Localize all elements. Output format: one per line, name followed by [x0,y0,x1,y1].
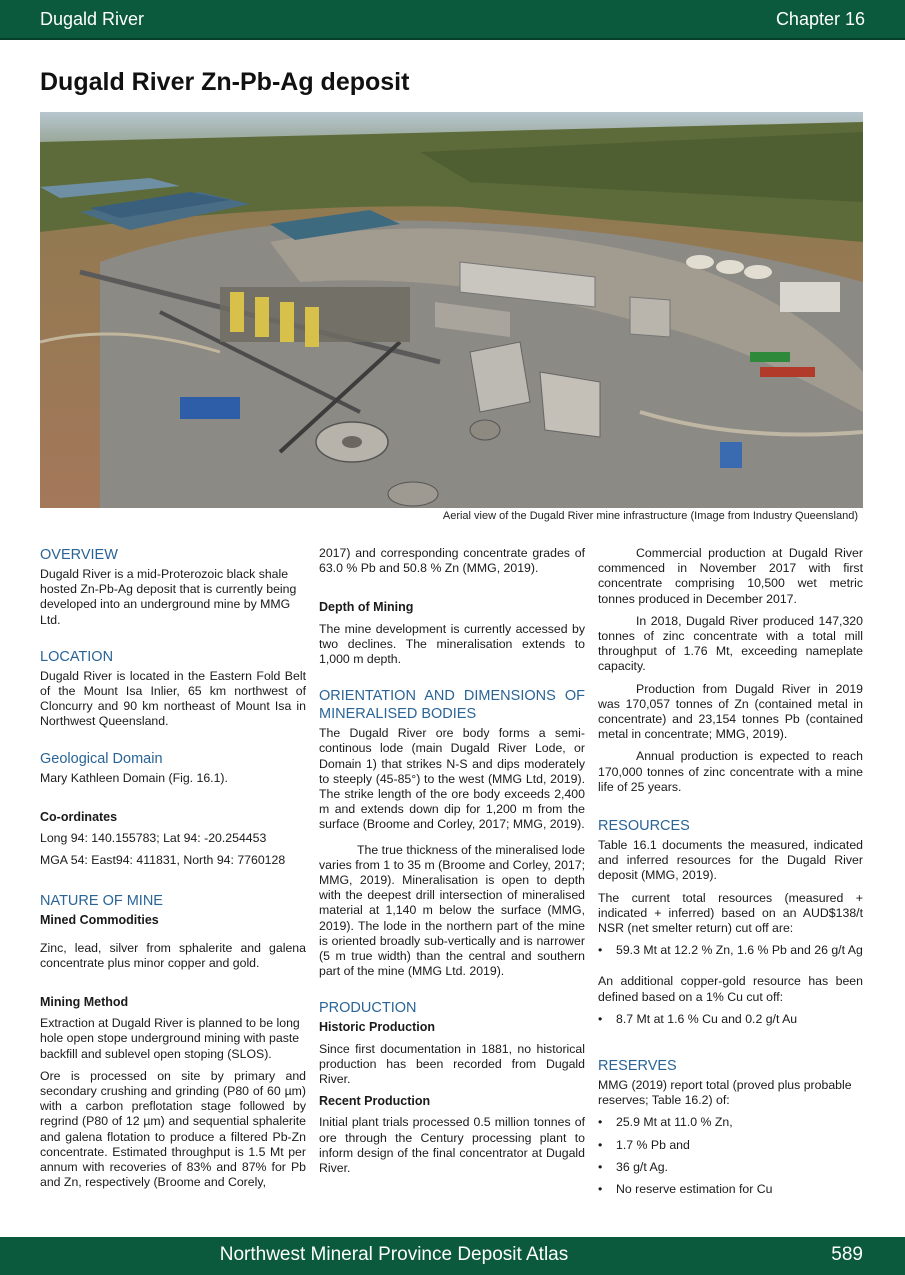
header-chapter: Chapter 16 [775,9,865,29]
depth-of-mining-text: The mine development is currently accessed by two declines. The mineralisation extends to 1,000 m depth. [319,621,585,667]
page-number: 589 [831,1244,863,1265]
depth-of-mining-heading: Depth of Mining [319,600,414,615]
resources-paragraph-1: Table 16.1 documents the measured, indicated and inferred resources for the Dugald River deposit (MMG, 2019). [598,838,863,883]
column-2 [319,546,585,1183]
footer-publication-title: Northwest Mineral Province Deposit Atlas [219,1244,569,1265]
mined-commodities-text: Zinc, lead, silver from sphalerite and galena concentrate plus minor copper and gold. [40,940,306,970]
photo-caption: Aerial view of the Dugald River mine infrastructure (Image from Industry Queensland) [442,510,858,522]
coordinates-line-1: Long 94: 140.155783; Lat 94: -20.254453 [40,831,267,846]
list-item: • 1.7 % Pb and [598,1138,863,1153]
orientation-paragraph-2: The true thickness of the mineralised lode varies from 1 to 35 m (Broome and Corley, 2017; MMG, 2019). Mineralisation is open to depth with the deepest drill intersection of mineralised material at 1,140 m below the surface (MMG, 2019). The lode in the northern part of the mine is oriented broadly sub-vertically and is narrower (5 m true width) than the central and southern part of the mine (MMG Ltd. 2019). [319,842,585,979]
mining-method-paragraph-1: Extraction at Dugald River is planned to be long hole open stope underground mining with paste backfill and sublevel open stoping (SLOS). [40,1016,300,1061]
mined-commodities-heading: Mined Commodities [40,913,159,928]
running-header [0,0,905,40]
production-heading: PRODUCTION [319,1000,417,1017]
column-3 [598,546,863,1205]
orientation-paragraph-1: The Dugald River ore body forms a semi-continous lode (main Dugald River Lode, or Domain 1) that strikes N-S and dips moderately to steeply (45-85°) to the west (MMG Ltd, 2019). The strike length of the ore body exceeds 2,400 m and extends down dip for 1,200 m from the surface (Broome and Corley, 2017; MMG, 2019). [319,726,585,832]
header-deposit-name: Dugald River [40,9,145,29]
coordinates-line-2: MGA 54: East94: 411831, North 94: 7760128 [40,853,286,868]
historic-production-text: Since first documentation in 1881, no historical production has been recorded from Dugald River. [319,1041,585,1087]
resources-heading: RESOURCES [598,818,690,835]
list-item: • 25.9 Mt at 11.0 % Zn, [598,1115,863,1130]
production-annual-text: Annual production is expected to reach 170,000 tonnes of zinc concentrate with a mine life of 25 years. [598,749,863,794]
list-item: • 8.7 Mt at 1.6 % Cu and 0.2 g/t Au [598,1012,863,1027]
mining-method-heading: Mining Method [40,995,129,1010]
resources-paragraph-2: The current total resources (measured + indicated + inferred) based on an AUD$138/t NSR (net smelter return) cut off are: [598,890,863,936]
resources-paragraph-3: An additional copper-gold resource has been defined based on a 1% Cu cut off: [598,974,863,1004]
recent-production-heading: Recent Production [319,1094,431,1109]
production-2019-text: Production from Dugald River in 2019 was 170,057 tonnes of Zn (contained metal in concentrate) and 23,154 tonnes Pb (contained metal in concentrate; MMG, 2019). [598,681,863,742]
orientation-heading: ORIENTATION AND DIMENSIONS OF MINERALISED BODIES [319,688,585,723]
aerial-mine-photo [40,112,863,508]
resources-list-1 [598,943,863,958]
resources-list-2 [598,1012,863,1027]
overview-heading: OVERVIEW [40,547,118,563]
reserves-heading: RESERVES [598,1058,677,1075]
overview-text: Dugald River is a mid-Proterozoic black shale hosted Zn-Pb-Ag deposit that is currently being developed into an underground mine by MMG Ltd. [40,567,297,627]
production-2018-text: In 2018, Dugald River produced 147,320 tonnes of zinc concentrate with a total mill throughput of 1.76 Mt, exceeding nameplate capacity. [598,613,863,674]
geological-domain-heading: Geological Domain [40,750,163,767]
aerial-photo-illustration [40,112,863,508]
coordinates-heading: Co-ordinates [40,809,118,824]
column-1 [40,546,306,1197]
list-item: • 59.3 Mt at 12.2 % Zn, 1.6 % Pb and 26 g/t Ag [598,943,863,958]
running-footer [0,1237,905,1275]
geological-domain-text: Mary Kathleen Domain (Fig. 16.1). [40,770,228,785]
nature-of-mine-heading: NATURE OF MINE [40,893,163,910]
list-item: • 36 g/t Ag. [598,1160,863,1175]
list-item: • No reserve estimation for Cu [598,1182,863,1197]
mining-method-paragraph-2: Ore is processed on site by primary and secondary crushing and grinding (P80 of 60 µm) with a carbon preflotation stage followed by regrind (P80 of 12 µm) and sequential sphalerite and galena flotation to produce a filtered Pb-Zn concentrate. Estimated throughput is 1.5 Mt per annum with recoveries of 83% and 87% for Pb and Zn, respectively (Broome and Corely, [40,1068,306,1190]
location-heading: LOCATION [40,648,114,665]
reserves-paragraph: MMG (2019) report total (proved plus probable reserves; Table 16.2) of: [598,1078,852,1108]
reserves-list [598,1115,863,1197]
mining-method-paragraph-2-continued: 2017) and corresponding concentrate grades of 63.0 % Pb and 50.8 % Zn (MMG, 2019). [319,546,585,576]
recent-production-text: Initial plant trials processed 0.5 million tonnes of ore through the Century processing plant to inform design of the final concentrator at Dugald River. [319,1115,585,1176]
production-commercial-text: Commercial production at Dugald River commenced in November 2017 with first concentrate comprising 10,500 wet metric tonnes produced in December 2017. [598,546,863,606]
page-title: Dugald River Zn-Pb-Ag deposit [40,68,410,96]
location-text: Dugald River is located in the Eastern Fold Belt of the Mount Isa Inlier, 65 km northwest of Cloncurry and 90 km northeast of Mount Isa in Northwest Queensland. [40,668,306,729]
historic-production-heading: Historic Production [319,1020,435,1035]
